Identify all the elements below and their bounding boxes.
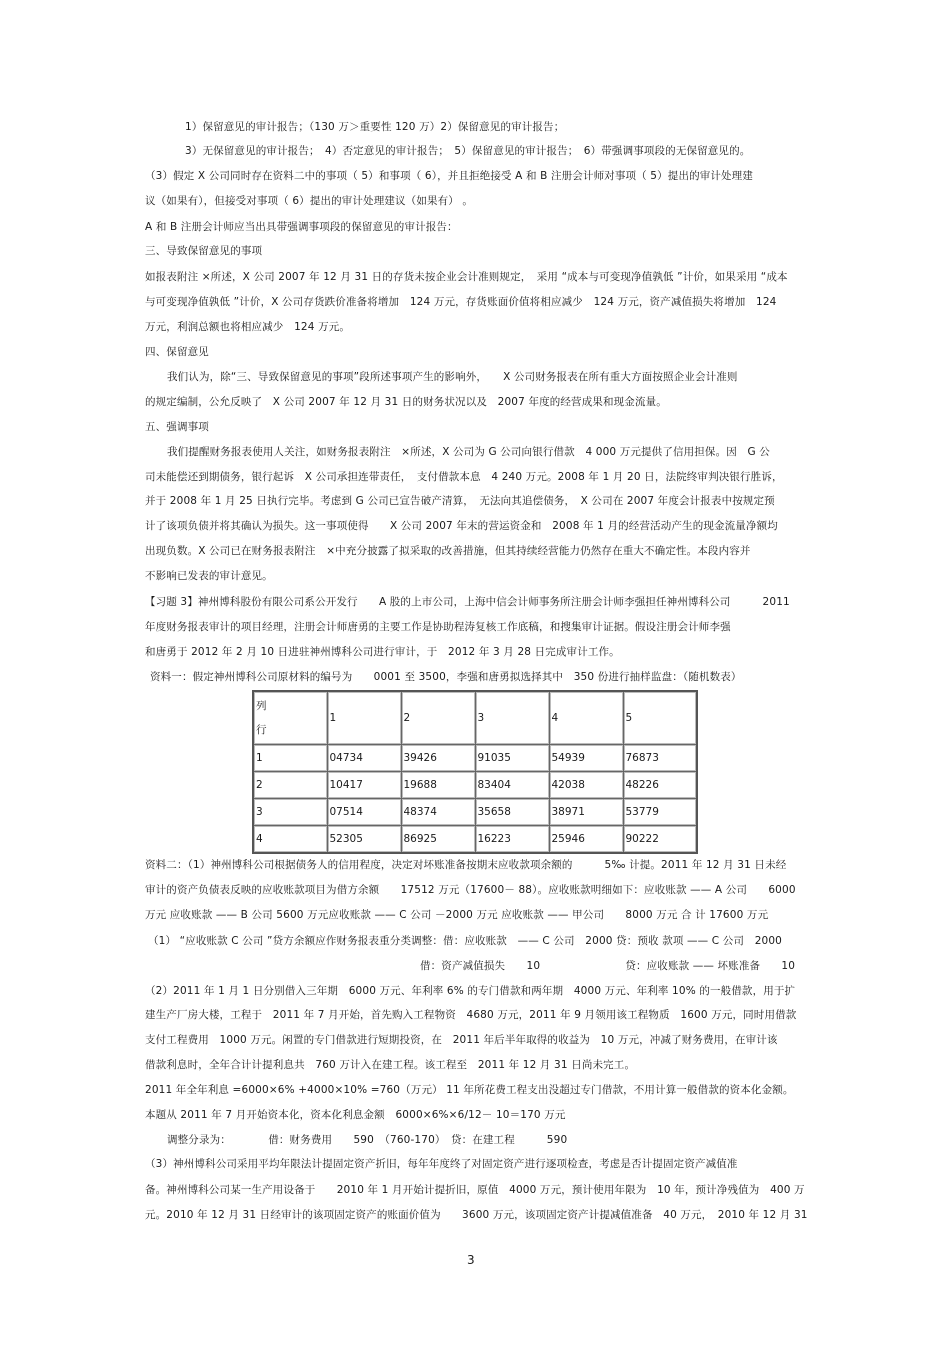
- text-line: （3）神州博科公司采用平均年限法计提固定资产折旧，每年年度终了对固定资产进行逐项检查，考虑是否计提固定资产减值准: [145, 1158, 738, 1170]
- table-header-cell: 1: [327, 691, 401, 745]
- section-heading: 五、强调事项: [145, 421, 209, 433]
- text-line: （1） “应收账款 C 公司 ”贷方余额应作财务报表重分类调整：借：应收账款 —— C 公司 2000 贷：预收 款项 —— C 公司 2000: [148, 935, 783, 947]
- text-line: 我们认为，除“三、导致保留意见的事项”段所述事项产生的影响外， X 公司财务报表在所有重大方面按照企业会计准则: [167, 371, 738, 383]
- text-line: （3）假定 X 公司同时存在资料二中的事项（ 5）和事项（ 6），并且拒绝接受 A 和 B 注册会计师对事项（ 5）提出的审计处理建: [145, 170, 753, 182]
- text-line: 支付工程费用 1000 万元。闲置的专门借款进行短期投资，在 2011 年后半年取得的收益为 10 万元，冲减了财务费用，在审计该: [145, 1034, 778, 1046]
- table-header-cell: 2: [401, 691, 475, 745]
- text-line: 建生产厂房大楼，工程于 2011 年 7 月开始，首先购入工程物资 4680 万元，2011 年 9 月领用该工程物质 1600 万元，同时用借款: [145, 1009, 797, 1021]
- table-header-cell: 5: [623, 691, 697, 745]
- text-line: 2011 年全年利息 =6000×6% +4000×10% =760（万元） 11 年所花费工程支出没超过专门借款，不用计算一般借款的资本化金额。: [145, 1084, 794, 1096]
- corner-label-column: 列: [256, 700, 267, 712]
- table-row: [253, 826, 697, 854]
- table-cell: 16223: [475, 826, 549, 854]
- text-line: 1）保留意见的审计报告；（130 万＞重要性 120 万）2）保留意见的审计报告；: [185, 121, 565, 133]
- text-line: 年度财务报表审计的项目经理，注册会计师唐勇的主要工作是协助程涛复核工作底稿，和搜集审计证据。假设注册会计师李强: [145, 621, 731, 633]
- table-header-cell: 3: [475, 691, 549, 745]
- text-line: 议（如果有），但接受对事项（ 6）提出的审计处理建议（如果有） 。: [145, 195, 474, 207]
- section-heading: 三、导致保留意见的事项: [145, 245, 263, 257]
- table-cell: 52305: [327, 826, 401, 854]
- table-cell: 38971: [549, 799, 623, 826]
- text-line: 司未能偿还到期债务，银行起诉 X 公司承担连带责任， 支付借款本息 4 240 万元。2008 年 1 月 20 日，法院终审判决银行胜诉，: [145, 471, 783, 483]
- table-cell: 35658: [475, 799, 549, 826]
- text-line: 出现负数。X 公司已在财务报表附注 ×中充分披露了拟采取的改善措施，但其持续经营能力仍然存在重大不确定性。本段内容并: [145, 545, 751, 557]
- text-line: 资料二：（1）神州博科公司根据债务人的信用程度，决定对坏账准备按期末应收款项余额的 5‰ 计提。2011 年 12 月 31 日未经: [145, 859, 787, 871]
- table-cell: 86925: [401, 826, 475, 854]
- text-line: 3）无保留意见的审计报告； 4）否定意见的审计报告； 5）保留意见的审计报告； 6）带强调事项段的无保留意见的。: [185, 145, 751, 157]
- table-cell: 25946: [549, 826, 623, 854]
- page-number: 3: [467, 1253, 475, 1267]
- text-line: 我们提醒财务报表使用人关注，如财务报表附注 ×所述，X 公司为 G 公司向银行借款 4 000 万元提供了信用担保。因 G 公: [167, 446, 770, 458]
- table-cell: 07514: [327, 799, 401, 826]
- text-line: 元。2010 年 12 月 31 日经审计的该项固定资产的账面价值为 3600 万元，该项固定资产计提减值准备 40 万元， 2010 年 12 月 31: [145, 1209, 808, 1221]
- table-cell: 48226: [623, 772, 697, 799]
- table-header-cell: 4: [549, 691, 623, 745]
- table-cell: 54939: [549, 745, 623, 772]
- table-cell: 42038: [549, 772, 623, 799]
- table-cell: 4: [253, 826, 327, 854]
- table-row: [253, 799, 697, 826]
- table-cell: 04734: [327, 745, 401, 772]
- text-line: （2）2011 年 1 月 1 日分别借入三年期 6000 万元、年利率 6% 的专门借款和两年期 4000 万元、年利率 10% 的一般借款，用于扩: [145, 985, 796, 997]
- text-line: 如报表附注 ×所述，X 公司 2007 年 12 月 31 日的存货未按企业会计准则规定， 采用 “成本与可变现净值孰低 ”计价，如果采用 “成本: [145, 271, 788, 283]
- text-line: 与可变现净值孰低 ”计价，X 公司存货跌价准备将增加 124 万元，存货账面价值将相应减少 124 万元，资产减值损失将增加 124: [145, 296, 777, 308]
- text-line: 不影响已发表的审计意见。: [145, 570, 273, 582]
- text-line: A 和 B 注册会计师应当出具带强调事项段的保留意见的审计报告：: [145, 221, 458, 233]
- text-line: 万元，利润总额也将相应减少 124 万元。: [145, 321, 351, 333]
- text-line: 本题从 2011 年 7 月开始资本化，资本化利息金额 6000×6%×6/12－ 10＝170 万元: [145, 1109, 566, 1121]
- table-row: [253, 772, 697, 799]
- table-cell: 53779: [623, 799, 697, 826]
- text-line: 调整分录为： 借：财务费用 590 （760-170） 贷：在建工程 590: [167, 1134, 568, 1146]
- text-line: 审计的资产负债表反映的应收账款项目为借方余额 17512 万元（17600－ 88）。应收账款明细如下：应收账款 —— A 公司 6000: [145, 884, 796, 896]
- table-cell: 2: [253, 772, 327, 799]
- text-line: 借：资产减值损失 10 贷：应收账款 —— 坏账准备 10: [420, 960, 796, 972]
- text-line: 万元 应收账款 —— B 公司 5600 万元应收账款 —— C 公司 －2000 万元 应收账款 —— 甲公司 8000 万元 合 计 17600 万元: [145, 909, 769, 921]
- table-cell: 90222: [623, 826, 697, 854]
- table-cell: 83404: [475, 772, 549, 799]
- section-heading: 四、保留意见: [145, 346, 209, 358]
- table-header-row: [253, 691, 697, 745]
- table-row: [253, 745, 697, 772]
- table-corner-cell: [253, 691, 327, 745]
- text-line: 和唐勇于 2012 年 2 月 10 日进驻神州博科公司进行审计，于 2012 年 3 月 28 日完成审计工作。: [145, 646, 620, 658]
- text-line: 并于 2008 年 1 月 25 日执行完毕。考虑到 G 公司已宣告破产清算， 无法向其追偿债务， X 公司在 2007 年度会计报表中按规定预: [145, 495, 775, 507]
- text-line: 资料一：假定神州博科公司原材料的编号为 0001 至 3500，李强和唐勇拟选择其中 350 份进行抽样监盘：（随机数表）: [150, 671, 742, 683]
- table-cell: 1: [253, 745, 327, 772]
- text-line: 备。神州博科公司某一生产用设备于 2010 年 1 月开始计提折旧，原值 4000 万元，预计使用年限为 10 年，预计净残值为 400 万: [145, 1184, 805, 1196]
- random-number-table: [252, 690, 698, 854]
- text-line: 计了该项负债并将其确认为损失。这一事项使得 X 公司 2007 年末的营运资金和 2008 年 1 月的经营活动产生的现金流量净额均: [145, 520, 778, 532]
- text-line: 借款利息时，全年合计计提利息共 760 万计入在建工程。该工程至 2011 年 12 月 31 日尚未完工。: [145, 1059, 636, 1071]
- table-cell: 39426: [401, 745, 475, 772]
- text-line: 【习题 3】神州博科股份有限公司系公开发行 A 股的上市公司，上海中信会计师事务所注册会计师李强担任神州博科公司 2011: [145, 596, 790, 608]
- table-cell: 76873: [623, 745, 697, 772]
- table-cell: 19688: [401, 772, 475, 799]
- table-cell: 10417: [327, 772, 401, 799]
- corner-label-row: 行: [256, 724, 267, 736]
- table-cell: 48374: [401, 799, 475, 826]
- text-line: 的规定编制，公允反映了 X 公司 2007 年 12 月 31 日的财务状况以及 2007 年度的经营成果和现金流量。: [145, 396, 667, 408]
- table-cell: 3: [253, 799, 327, 826]
- table-cell: 91035: [475, 745, 549, 772]
